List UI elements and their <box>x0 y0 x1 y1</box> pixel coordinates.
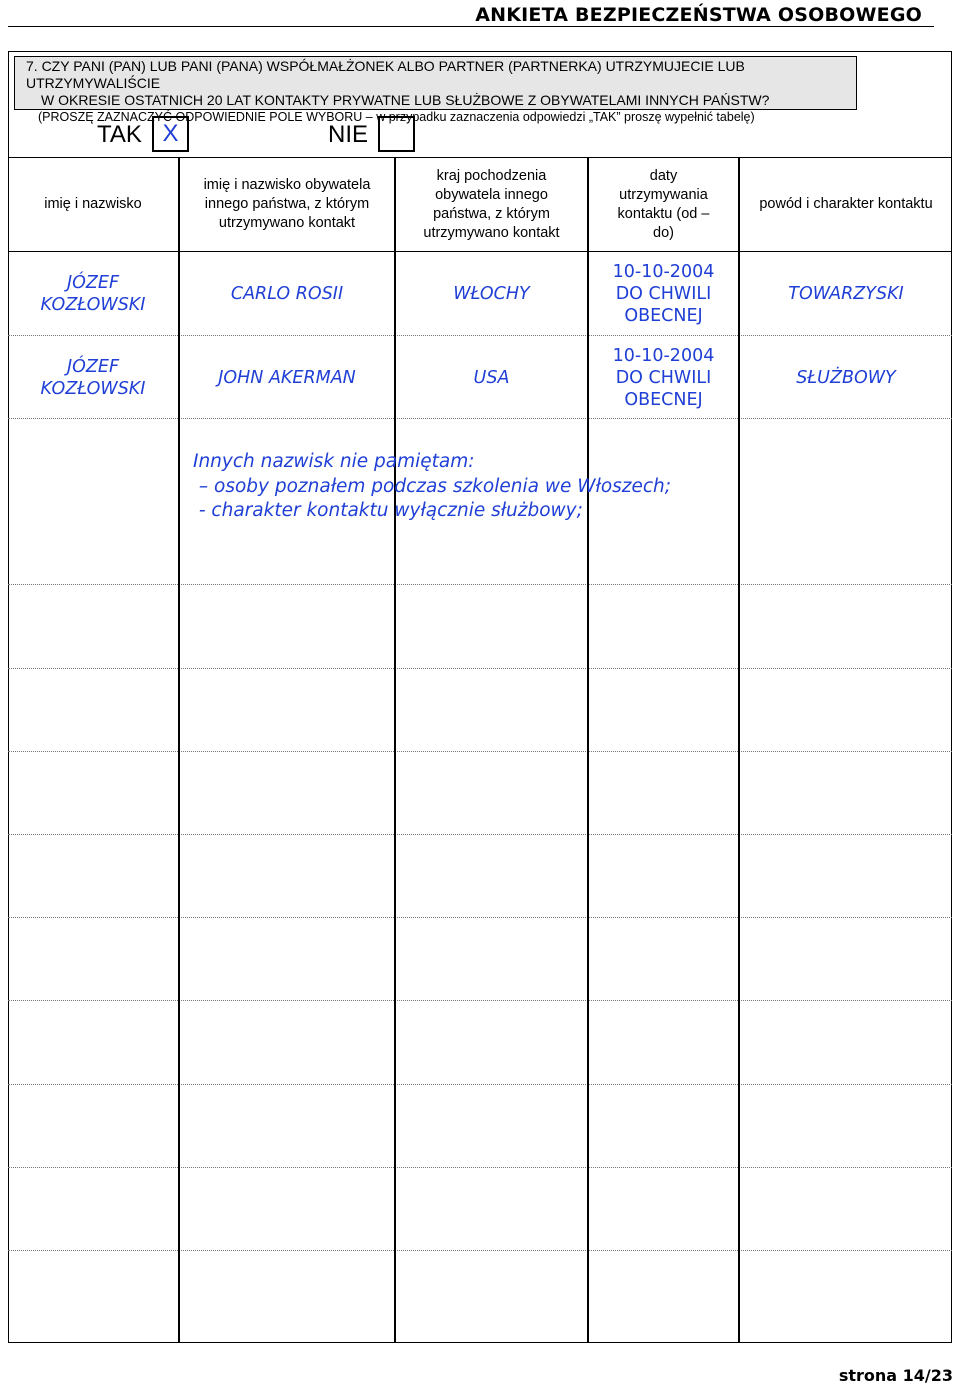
question-box <box>14 56 857 124</box>
title-underline <box>8 26 934 27</box>
question-line-2: W OKRESIE OSTATNICH 20 LAT KONTAKTY PRYWATNE LUB SŁUŻBOWE Z OBYWATELAMI INNYCH PAŃSTW? <box>41 92 770 108</box>
header-cell-foreign-name: imię i nazwisko obywatela innego państwa, z którym utrzymywano kontakt <box>203 177 371 231</box>
yes-label: TAK <box>97 121 142 148</box>
table-cell-reason: TOWARZYSKI <box>788 284 904 304</box>
table-cell-country: USA <box>473 367 510 388</box>
document-title: ANKIETA BEZPIECZEŃSTWA OSOBOWEGO <box>475 4 922 26</box>
row-divider <box>8 418 952 419</box>
table-cell-dates: 10-10-2004 DO CHWILI OBECNEJ <box>612 345 715 410</box>
row-divider <box>8 668 952 669</box>
row-divider <box>8 1250 952 1251</box>
page-number: strona 14/23 <box>838 1366 953 1385</box>
header-cell-name: imię i nazwisko <box>44 196 142 212</box>
table-cell-foreign-name: CARLO ROSII <box>230 284 344 304</box>
row-divider <box>8 917 952 918</box>
row-divider <box>8 834 952 835</box>
yes-checkbox[interactable]: X <box>152 116 189 152</box>
table-cell-country: WŁOCHY <box>453 284 530 304</box>
table-cell-name: JÓZEF KOZŁOWSKI <box>40 273 146 315</box>
row-divider <box>8 584 952 585</box>
table-cell-dates: 10-10-2004 DO CHWILI OBECNEJ <box>612 262 715 326</box>
note-line-1: Innych nazwisk nie pamiętam: <box>193 451 475 472</box>
header-bottom-border <box>8 251 952 252</box>
no-label: NIE <box>328 121 369 148</box>
note-line-3: - charakter kontaktu wyłącznie służbowy; <box>193 500 583 521</box>
row-divider <box>8 751 952 752</box>
header-cell-reason: powód i charakter kontaktu <box>759 196 933 212</box>
table-cell-reason: SŁUŻBOWY <box>796 367 896 388</box>
row-divider <box>8 1084 952 1085</box>
header-cell-country: kraj pochodzenia obywatela innego państwa, z którym utrzymywano kontakt <box>423 167 560 241</box>
question-instruction: (PROSZĘ ZAZNACZYĆ ODPOWIEDNIE POLE WYBORU – w przypadku zaznaczenia odpowiedzi „TAK” proszę wypełnić tabelę) <box>38 110 755 124</box>
row-divider <box>8 1000 952 1001</box>
header-cell-dates: daty utrzymywania kontaktu (od – do) <box>617 167 710 241</box>
row-divider <box>8 1167 952 1168</box>
question-line-1: 7. CZY PANI (PAN) LUB PANI (PANA) WSPÓŁMAŁŻONEK ALBO PARTNER (PARTNERKA) UTRZYMUJECIE LUB UTRZYMYWALIŚCIE <box>26 58 745 91</box>
table-cell-name: JÓZEF KOZŁOWSKI <box>40 356 146 399</box>
row-divider <box>8 335 952 336</box>
no-checkbox[interactable] <box>378 116 415 152</box>
handwritten-note <box>193 450 671 524</box>
note-line-2: – osoby poznałem podczas szkolenia we Włoszech; <box>193 475 671 497</box>
table-cell-foreign-name: JOHN AKERMAN <box>218 367 356 388</box>
